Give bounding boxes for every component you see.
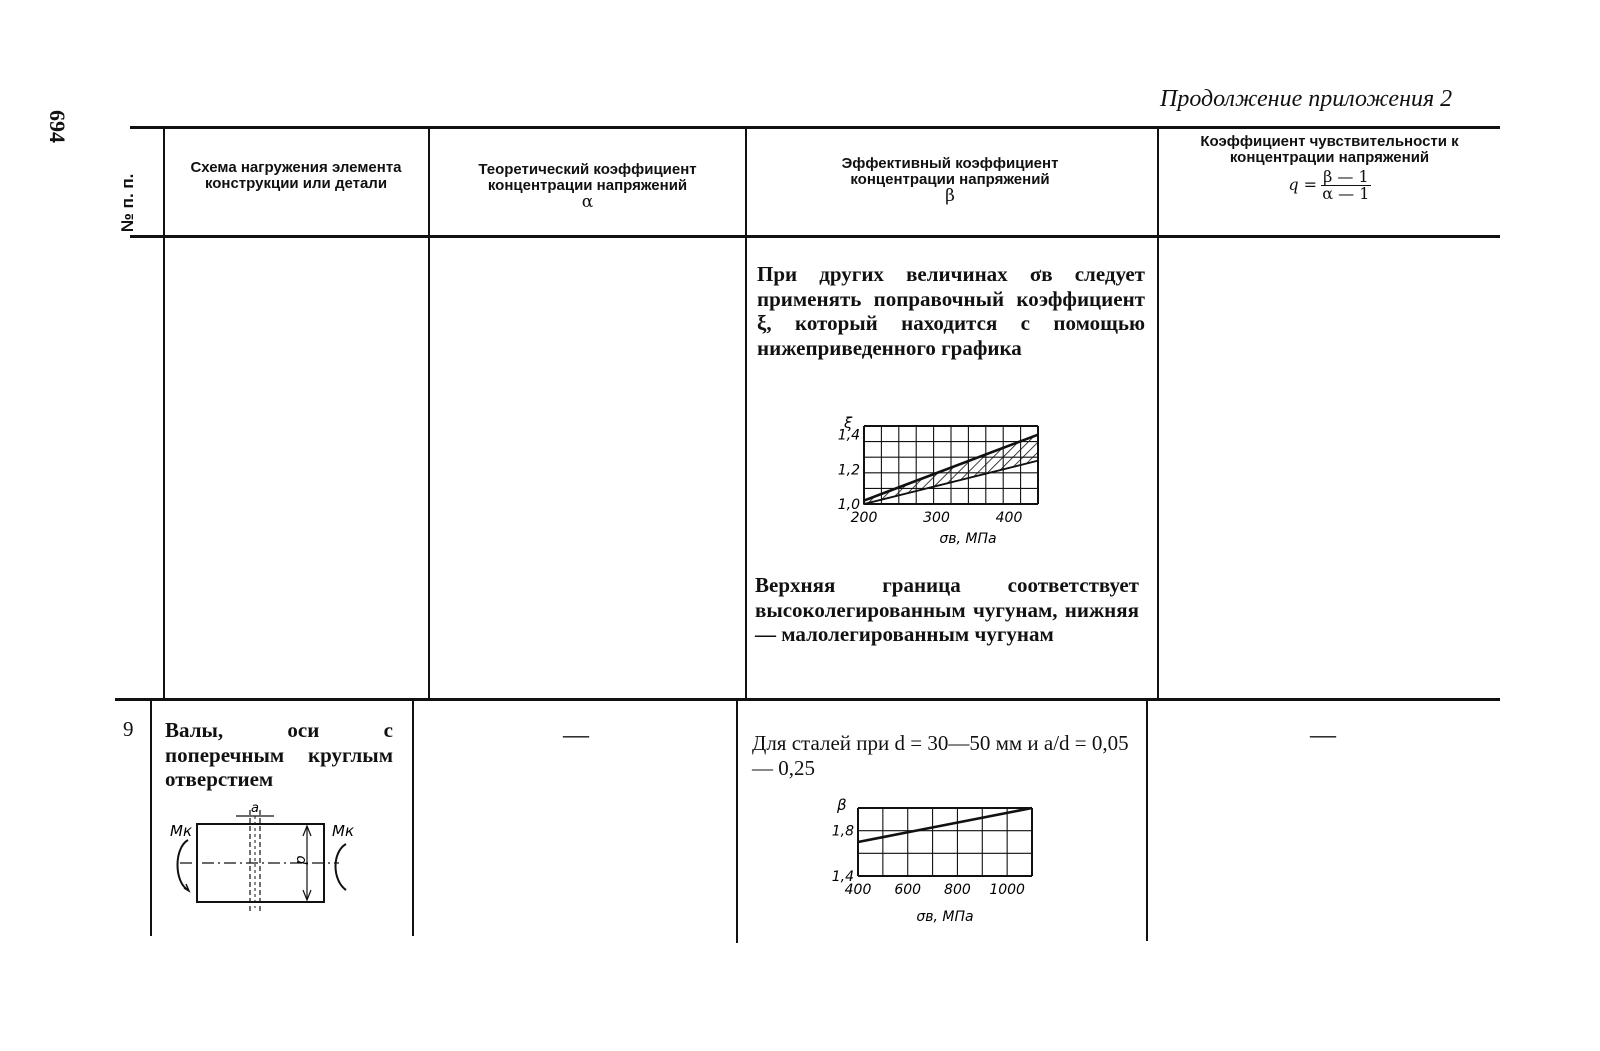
q-formula-lhs: q = [1288,175,1318,195]
xi-xtick-label: 400 [995,510,1023,526]
row9-alpha-value: — [563,720,589,749]
xi-xlabel: σв, МПа [939,531,997,547]
row9-q-value: — [1310,720,1336,749]
header-number: № п. п. [118,173,137,232]
beta-ylabel: β [837,796,847,814]
diameter-label: d [293,855,309,865]
page-number: 694 [45,110,70,143]
row9-number: 9 [123,717,134,741]
header-beta-symbol: β [945,185,955,206]
hole-label: a [251,801,259,816]
beta-xtick-label: 400 [844,882,872,898]
xi-xtick-label: 300 [923,510,950,526]
row-separator-rule [115,698,1500,701]
beta-ytick-label: 1,8 [831,823,854,840]
xi-ytick-label: 1,2 [837,462,860,479]
row9-scheme-text: Валы, оси с поперечным круглым отверстием [165,718,393,791]
col-divider-3b [736,701,738,943]
q-formula-numerator: β — 1 [1323,166,1369,186]
moment-label-right: Mк [332,822,355,840]
header-q [1162,134,1497,203]
beta-series-line [858,808,1032,842]
beta-xtick-label: 600 [894,882,922,898]
xi-ylabel: ξ [844,414,853,432]
moment-arrow-right [336,844,347,890]
beta-xtick-label: 800 [944,882,971,898]
header-alpha-text: Теоретический коэффициент концентрации напряжений [478,161,697,194]
moment-arrow-left [178,840,189,890]
q-formula-denominator: α — 1 [1322,184,1370,204]
continuation-title: Продолжение приложения 2 [1160,86,1453,112]
header-q-text: Коэффициент чувствительности к концентрации напряжений [1200,133,1459,166]
xi-ytick-label: 1,4 [837,427,860,444]
col-divider-3 [745,128,747,698]
shaft-diagram [164,800,364,916]
row1-beta-text-1: При других величинах σв следует применять поправочный коэффициент ξ, который находится с помощью нижеприведенного графика [757,262,1145,360]
col-divider-2 [428,128,430,698]
col-divider-2b [412,701,414,936]
q-formula-fraction [1321,166,1371,204]
beta-chart-grid [858,808,1032,876]
col-divider-1b [150,701,152,936]
beta-ytick-label: 1,4 [831,869,854,885]
col-divider-4b [1146,701,1148,941]
header-alpha [440,162,735,211]
moment-label-left: Mк [170,822,193,840]
q-formula [1162,166,1497,204]
xi-ytick-label: 1,0 [837,497,860,513]
beta-xlabel: σв, МПа [916,909,974,925]
beta-chart [820,790,1050,930]
xi-xtick-label: 200 [850,510,878,526]
xi-chart [820,412,1080,552]
beta-xtick-label: 1000 [989,882,1025,898]
row1-beta-text-2: Верхняя граница соответствует высоколегированным чугунам, нижняя — малолегированным чугунам [755,573,1139,646]
header-alpha-symbol: α [581,191,594,212]
col-divider-1 [163,128,165,698]
header-beta [790,156,1110,205]
header-scheme [170,160,422,192]
header-beta-text: Эффективный коэффициент концентрации напряжений [841,155,1059,188]
row9-beta-text: Для сталей при d = 30—50 мм и a/d = 0,05 — 0,25 [752,731,1129,780]
col-divider-4 [1157,128,1159,698]
header-scheme-text: Схема нагружения элемента конструкции или детали [190,159,402,192]
table-top-rule [130,126,1500,129]
header-bottom-rule [130,235,1500,238]
